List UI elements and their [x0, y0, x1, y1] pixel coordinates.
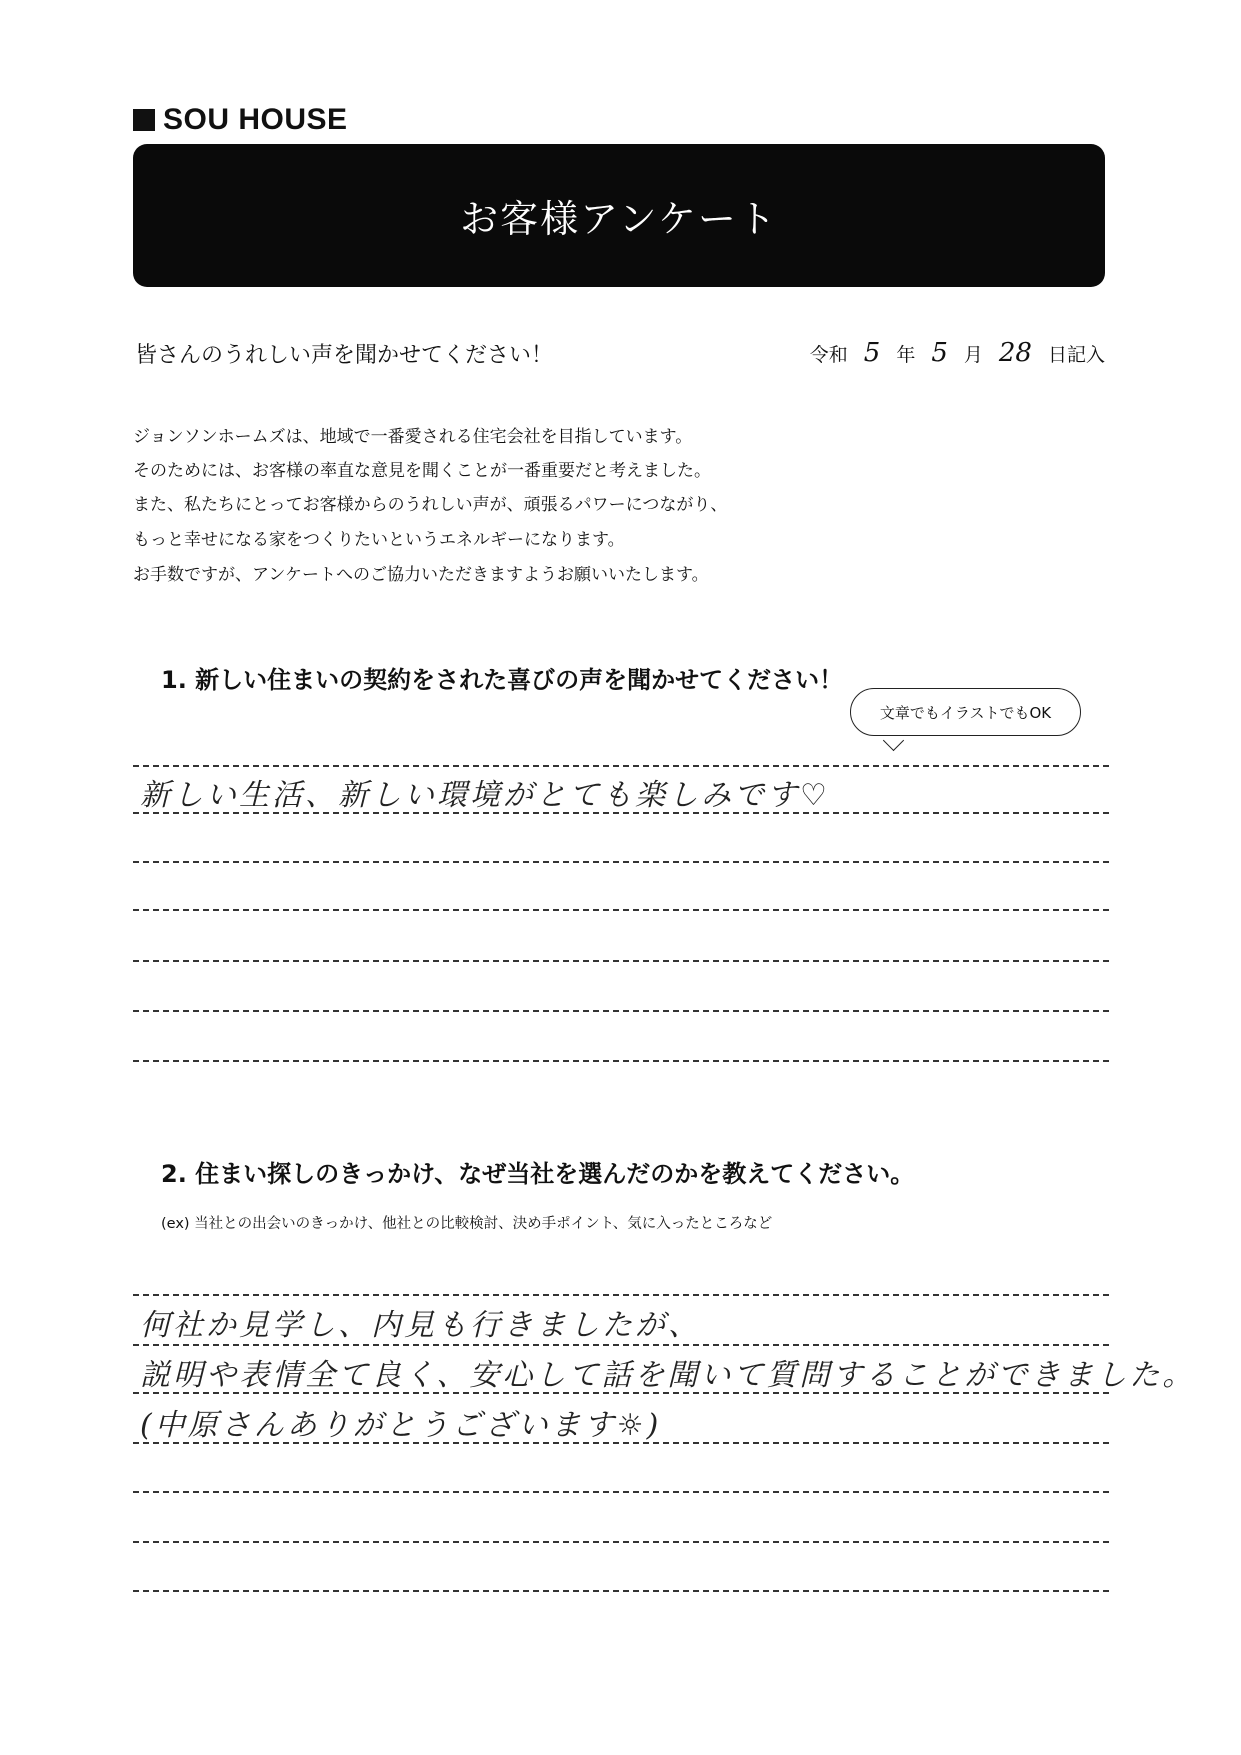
date-day: 28	[998, 338, 1032, 368]
answer-line	[133, 909, 1109, 911]
title-banner	[133, 144, 1105, 287]
q1-handwritten-answer: 新しい生活、新しい環境がとても楽しみです♡	[140, 778, 830, 813]
answer-line	[133, 765, 1109, 767]
date-day-label: 日記入	[1047, 344, 1105, 366]
question-1-title: 1. 新しい住まいの契約をされた喜びの声を聞かせてください！	[161, 666, 844, 694]
date-era: 令和	[809, 344, 848, 366]
q2-handwritten-answer: 説明や表情全て良く、安心して話を聞いて質問することができました。	[140, 1358, 1196, 1393]
question-2-example: (ex) 当社との出会いのきっかけ、他社との比較検討、決め手ポイント、気に入ったところなど	[161, 1216, 773, 1232]
question-2-title: 2. 住まい探しのきっかけ、なぜ当社を選んだのかを教えてください。	[161, 1160, 915, 1188]
intro-line: そのためには、お客様の率直な意見を聞くことが一番重要だと考えました。	[133, 461, 711, 481]
answer-line	[133, 1010, 1109, 1012]
intro-line: ジョンソンホームズは、地域で一番愛される住宅会社を目指しています。	[133, 427, 693, 447]
answer-line	[133, 1491, 1109, 1493]
answer-line	[133, 960, 1109, 962]
intro-line: お手数ですが、アンケートへのご協力いただきますようお願いいたします。	[133, 565, 709, 585]
answer-line	[133, 1294, 1109, 1296]
date-month: 5	[931, 338, 948, 368]
subtitle: 皆さんのうれしい声を聞かせてください！	[135, 343, 554, 368]
answer-line	[133, 1060, 1109, 1062]
logo-square-icon	[133, 109, 155, 131]
intro-line: また、私たちにとってお客様からのうれしい声が、頑張るパワーにつながり、	[133, 495, 728, 515]
brand-logo	[133, 103, 348, 137]
page-title: お客様アンケート	[460, 197, 778, 241]
intro-line: もっと幸せになる家をつくりたいというエネルギーになります。	[133, 530, 625, 550]
hint-text: 文章でもイラストでもOK	[879, 703, 1052, 722]
q2-handwritten-answer: (中原さんありがとうございます☼)	[140, 1408, 662, 1443]
answer-line	[133, 1590, 1109, 1592]
answer-line	[133, 861, 1109, 863]
date-field	[810, 338, 1105, 368]
speech-bubble-hint	[850, 688, 1081, 736]
brand-name: SOU HOUSE	[163, 103, 348, 136]
answer-line	[133, 1344, 1109, 1346]
date-year-label: 年	[896, 344, 916, 366]
answer-line	[133, 1541, 1109, 1543]
date-year: 5	[863, 338, 881, 368]
date-month-label: 月	[963, 344, 983, 366]
q2-handwritten-answer: 何社か見学し、内見も行きましたが、	[140, 1308, 701, 1343]
